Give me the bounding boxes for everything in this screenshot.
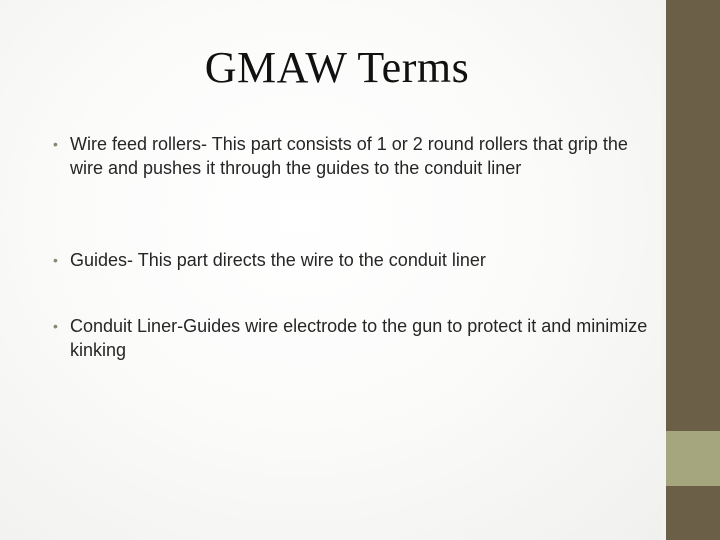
bullet-text: Wire feed rollers- This part consists of 1 or 2 round rollers that grip the wire and pushes it through the guides to the conduit liner <box>70 134 628 178</box>
sidebar-accent-band <box>666 431 720 486</box>
bullet-marker: • <box>53 136 58 152</box>
bullet-item-conduit-liner <box>53 314 660 362</box>
bullet-item-guides <box>53 248 660 272</box>
bullet-marker: • <box>53 252 58 268</box>
slide-title <box>0 42 666 93</box>
sidebar-bottom-band <box>666 486 720 540</box>
slide-title-text: GMAW Terms <box>204 43 470 92</box>
sidebar-dark-band <box>666 0 720 431</box>
bullet-text: Conduit Liner-Guides wire electrode to the gun to protect it and minimize kinking <box>70 316 648 360</box>
bullet-text: Guides- This part directs the wire to the conduit liner <box>70 250 486 270</box>
bullet-item-wire-feed-rollers <box>53 132 660 180</box>
bullet-marker: • <box>53 318 58 334</box>
